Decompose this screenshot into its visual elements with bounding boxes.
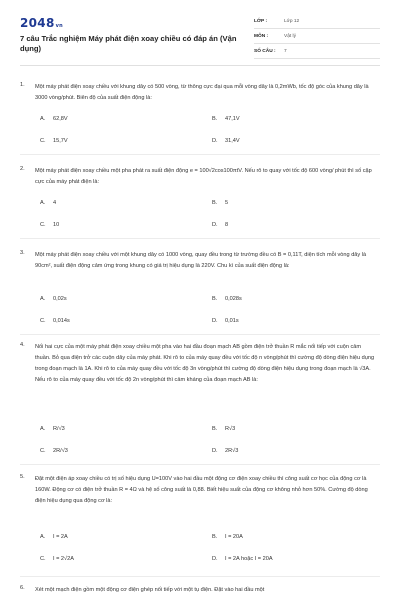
- option-key: C.: [40, 556, 46, 562]
- option-b[interactable]: [212, 296, 242, 302]
- meta-value: Vật lý: [284, 33, 296, 39]
- option-a[interactable]: [40, 534, 68, 540]
- option-key: D.: [212, 318, 218, 324]
- option-value: R/√3: [53, 426, 65, 432]
- logo-text: 2048: [20, 16, 55, 30]
- option-value: 0,01s: [225, 318, 239, 324]
- meta-key: MÔN :: [254, 33, 269, 39]
- option-c[interactable]: [40, 222, 59, 228]
- option-key: B.: [212, 534, 218, 540]
- option-d[interactable]: [212, 222, 228, 228]
- question-text: Một máy phát điện xoay chiều với khung dây có 500 vòng, từ thông cực đại qua mỗi vòng dây là 0,2mWb, tốc độ góc của khung dây là 3000 vòng/phút. Biên độ của suất điện động là:: [35, 84, 369, 101]
- document-header: [20, 14, 380, 60]
- site-logo[interactable]: [20, 16, 63, 30]
- option-value: 4: [53, 200, 57, 206]
- question-text: Nối hai cực của một máy phát điện xoay chiều một pha vào hai đầu đoạn mạch AB gồm điện trở thuần R mắc nối tiếp với cuộn cảm thuần. Bỏ qua điện trở các cuộn dây của máy phát. Khi rô to của máy quay đều với tốc độ n vòng/phút thì cường độ dòng điện hiệu dụng trong đoạn mạch là 1A. Khi rô to của máy quay đều với tốc độ 3n vòng/phút thì cường độ dòng điện hiệu dụng trong đoạn mạch là √3A. Nếu rô to của máy quay đều với tốc độ 2n vòng/phút thì cảm kháng của đoạn mạch AB là:: [35, 344, 375, 383]
- option-value: I = 20A: [225, 534, 243, 540]
- option-key: C.: [40, 138, 46, 144]
- option-key: A.: [40, 296, 46, 302]
- option-b[interactable]: [212, 426, 235, 432]
- option-a[interactable]: [40, 426, 65, 432]
- meta-key: SỐ CÂU :: [254, 48, 276, 54]
- option-d[interactable]: [212, 448, 238, 454]
- question-text: Một máy phát điện xoay chiều với một khung dây có 1000 vòng, quay đều trong từ trường đều có B = 0,11T, diện tích mỗi vòng dây là 90cm², suất điện động cảm ứng trong khung có giá trị hiệu dụng là 220V. Chu kì của suất điện động là:: [35, 252, 367, 269]
- option-key: B.: [212, 426, 218, 432]
- option-value: I = 2√2A: [53, 556, 74, 562]
- option-a[interactable]: [40, 296, 67, 302]
- option-value: I = 2A hoặc I = 20A: [225, 556, 273, 562]
- option-key: D.: [212, 138, 218, 144]
- question-text: Xét một mạch điện gồm một động cơ điện ghép nối tiếp với một tụ điện. Đặt vào hai đầu một: [35, 587, 265, 593]
- question-number: 4.: [20, 342, 25, 348]
- meta-value: Lớp 12: [284, 18, 300, 24]
- option-key: A.: [40, 534, 46, 540]
- document-title: 7 câu Trắc nghiệm Máy phát điện xoay chiều có đáp án (Vận dụng): [20, 34, 237, 53]
- meta-value: 7: [284, 48, 287, 54]
- option-value: 2R/√3: [53, 448, 68, 454]
- meta-table: [254, 14, 380, 59]
- option-b[interactable]: [212, 200, 228, 206]
- option-key: C.: [40, 448, 46, 454]
- option-key: D.: [212, 556, 218, 562]
- option-value: 31,4V: [225, 138, 240, 144]
- question-divider: [20, 154, 380, 155]
- option-value: 47,1V: [225, 116, 240, 122]
- option-key: B.: [212, 116, 218, 122]
- option-key: C.: [40, 222, 46, 228]
- option-key: D.: [212, 448, 218, 454]
- question-text: Một máy phát điện xoay chiều một pha phát ra suất điện động e = 100√2cos100πtV. Nếu rô to quay với tốc độ 600 vòng/ phút thì số cặp cực của máy phát điện là:: [35, 168, 372, 185]
- option-c[interactable]: [40, 448, 68, 454]
- option-value: 0,02s: [53, 296, 67, 302]
- question-number: 5.: [20, 474, 25, 480]
- meta-row-class: [254, 14, 380, 29]
- option-value: 0,014s: [53, 318, 70, 324]
- question-divider: [20, 464, 380, 465]
- option-b[interactable]: [212, 116, 240, 122]
- option-b[interactable]: [212, 534, 243, 540]
- question-number: 2.: [20, 166, 25, 172]
- question-divider: [20, 334, 380, 335]
- option-d[interactable]: [212, 556, 273, 562]
- meta-key: LỚP :: [254, 18, 268, 24]
- option-key: B.: [212, 296, 218, 302]
- logo-suffix: vn: [55, 23, 64, 29]
- option-key: A.: [40, 200, 46, 206]
- option-key: D.: [212, 222, 218, 228]
- option-value: 8: [225, 222, 229, 228]
- question-divider: [20, 576, 380, 577]
- option-value: 10: [53, 222, 60, 228]
- option-key: A.: [40, 426, 46, 432]
- question-number: 3.: [20, 250, 25, 256]
- option-key: C.: [40, 318, 46, 324]
- option-value: 5: [225, 200, 229, 206]
- option-a[interactable]: [40, 200, 56, 206]
- meta-row-subject: [254, 29, 380, 44]
- option-d[interactable]: [212, 318, 239, 324]
- option-a[interactable]: [40, 116, 68, 122]
- option-key: A.: [40, 116, 46, 122]
- option-c[interactable]: [40, 138, 68, 144]
- option-c[interactable]: [40, 318, 70, 324]
- question-divider: [20, 238, 380, 239]
- option-value: 62,8V: [53, 116, 68, 122]
- option-c[interactable]: [40, 556, 74, 562]
- question-text: Đặt một điện áp xoay chiều có trị số hiệu dụng U=100V vào hai đầu một động cơ điện xoay chiều thì công suất cơ học của động cơ là 160W. Động cơ có điện trở thuần R = 4Ω và hệ số công suất là 0,88. Biết hiệu suất của động cơ không nhỏ hơn 50%. Cường độ dòng điện hiệu dụng qua động cơ là:: [35, 476, 368, 504]
- option-value: R√3: [225, 426, 236, 432]
- option-value: 15,7V: [53, 138, 68, 144]
- header-divider: [20, 65, 380, 66]
- question-number: 6.: [20, 585, 25, 591]
- option-value: I = 2A: [53, 534, 68, 540]
- meta-row-count: [254, 44, 380, 59]
- option-key: B.: [212, 200, 218, 206]
- question-number: 1.: [20, 82, 25, 88]
- option-d[interactable]: [212, 138, 240, 144]
- option-value: 0,028s: [225, 296, 242, 302]
- option-value: 2R√3: [225, 448, 239, 454]
